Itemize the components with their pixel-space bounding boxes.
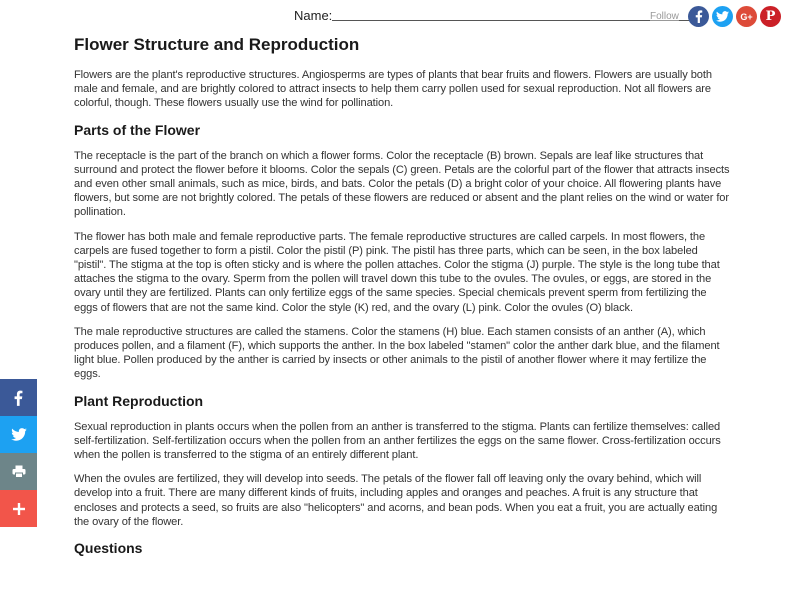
paragraph: The flower has both male and female reproductive parts. The female reproductive structures are called carpels. In most flowers, the carpels are fused together to form a pistil. Color the pistil (P) pink. The pistil has three parts, which can be seen, in the box labeled "pistil". The stigma at the top is often sticky and is where the pollen attaches. Color the stigma (J) purple. The style is the long tube that attaches the stigma to the ovary. Sperm from the pollen will travel down this tube to the ovules. The ovules, or eggs, are stored in the ovary until they are fertilized. Plants can only fertilize eggs of the same species. Special chemicals prevent sperm from fertilizing the eggs of flowers that are not the same kind. Color the style (K) red, and the ovary (L) pink. Color the ovules (O) black.	[74, 230, 720, 314]
print-share-button[interactable]	[0, 453, 37, 490]
page-title: Flower Structure and Reproduction	[74, 35, 360, 54]
facebook-share-button[interactable]	[0, 379, 37, 416]
section-heading-parts: Parts of the Flower	[74, 121, 201, 138]
pinterest-follow-icon[interactable]: P	[760, 6, 781, 27]
twitter-follow-icon[interactable]	[712, 6, 733, 27]
twitter-share-button[interactable]	[0, 416, 37, 453]
name-label: Name:	[294, 8, 333, 23]
paragraph: Sexual reproduction in plants occurs when the pollen from an anther is transferred to the stigma. Plants can fertilize themselves: called self-fertilization. Self-fertilization occurs when the pollen from an anther fertilizes the eggs on the same flower. Cross-fertilization occurs when the pollen is transferred to the stigma of an entirely different plant.	[74, 420, 721, 462]
paragraph: The receptacle is the part of the branch on which a flower forms. Color the receptacle (B) brown. Sepals are leaf like structures that surround and protect the flower before it blooms. Color the sepals (C) green. Petals are the colorful part of the flower that attracts insects and even other small animals, such as mice, birds, and bats. Color the petals (D) a bright color of your choice. All flowering plants have flowers, but some are not brightly colored. The petals of these flowers are reduced or absent and the plant relies on the wind or water for pollination.	[74, 149, 730, 219]
name-input-line[interactable]	[332, 20, 692, 21]
share-bar	[0, 379, 37, 527]
print-icon	[12, 465, 26, 478]
follow-icons	[688, 6, 781, 27]
paragraph: When the ovules are fertilized, they will develop into seeds. The petals of the flower fall off leaving only the ovary behind, which will develop into a fruit. There are many different kinds of fruits, including apples and oranges and peaches. A fruit is any structure that encloses and protects a seed, so fruits are also "helicopters" and acorns, and bean pods. When you eat a fruit, you are actually eating the ovary of the flower.	[74, 473, 718, 528]
section-heading-questions: Questions	[74, 540, 143, 557]
twitter-icon	[11, 428, 27, 441]
google-plus-follow-icon[interactable]: G+	[736, 6, 757, 27]
paragraph: The male reproductive structures are called the stamens. Color the stamens (H) blue. Each stamen consists of an anther (A), which produces pollen, and a filament (F), which supports the anther. In the box labeled "stamen" color the anther dark blue, and the filament light blue. Pollen produced by the anther is carried by insects or other animals to the pistil of another flower where it may fertilize the eggs.	[74, 325, 720, 381]
more-share-button[interactable]	[0, 490, 37, 527]
plus-icon	[13, 503, 25, 515]
facebook-follow-icon[interactable]	[688, 6, 709, 27]
facebook-icon	[14, 390, 23, 406]
section-heading-reproduction: Plant Reproduction	[74, 392, 204, 409]
document-content	[74, 34, 730, 567]
top-bar	[0, 0, 800, 32]
follow-link[interactable]: Follow	[650, 11, 679, 22]
intro-paragraph: Flowers are the plant's reproductive structures. Angiosperms are types of plants that bear fruits and flowers. Flowers are usually both male and female, and are brightly colored to attract insects to help them carry pollen used for sexual reproduction. Not all flowers are colorful, though. These flowers usually use the wind for pollination.	[74, 69, 712, 110]
